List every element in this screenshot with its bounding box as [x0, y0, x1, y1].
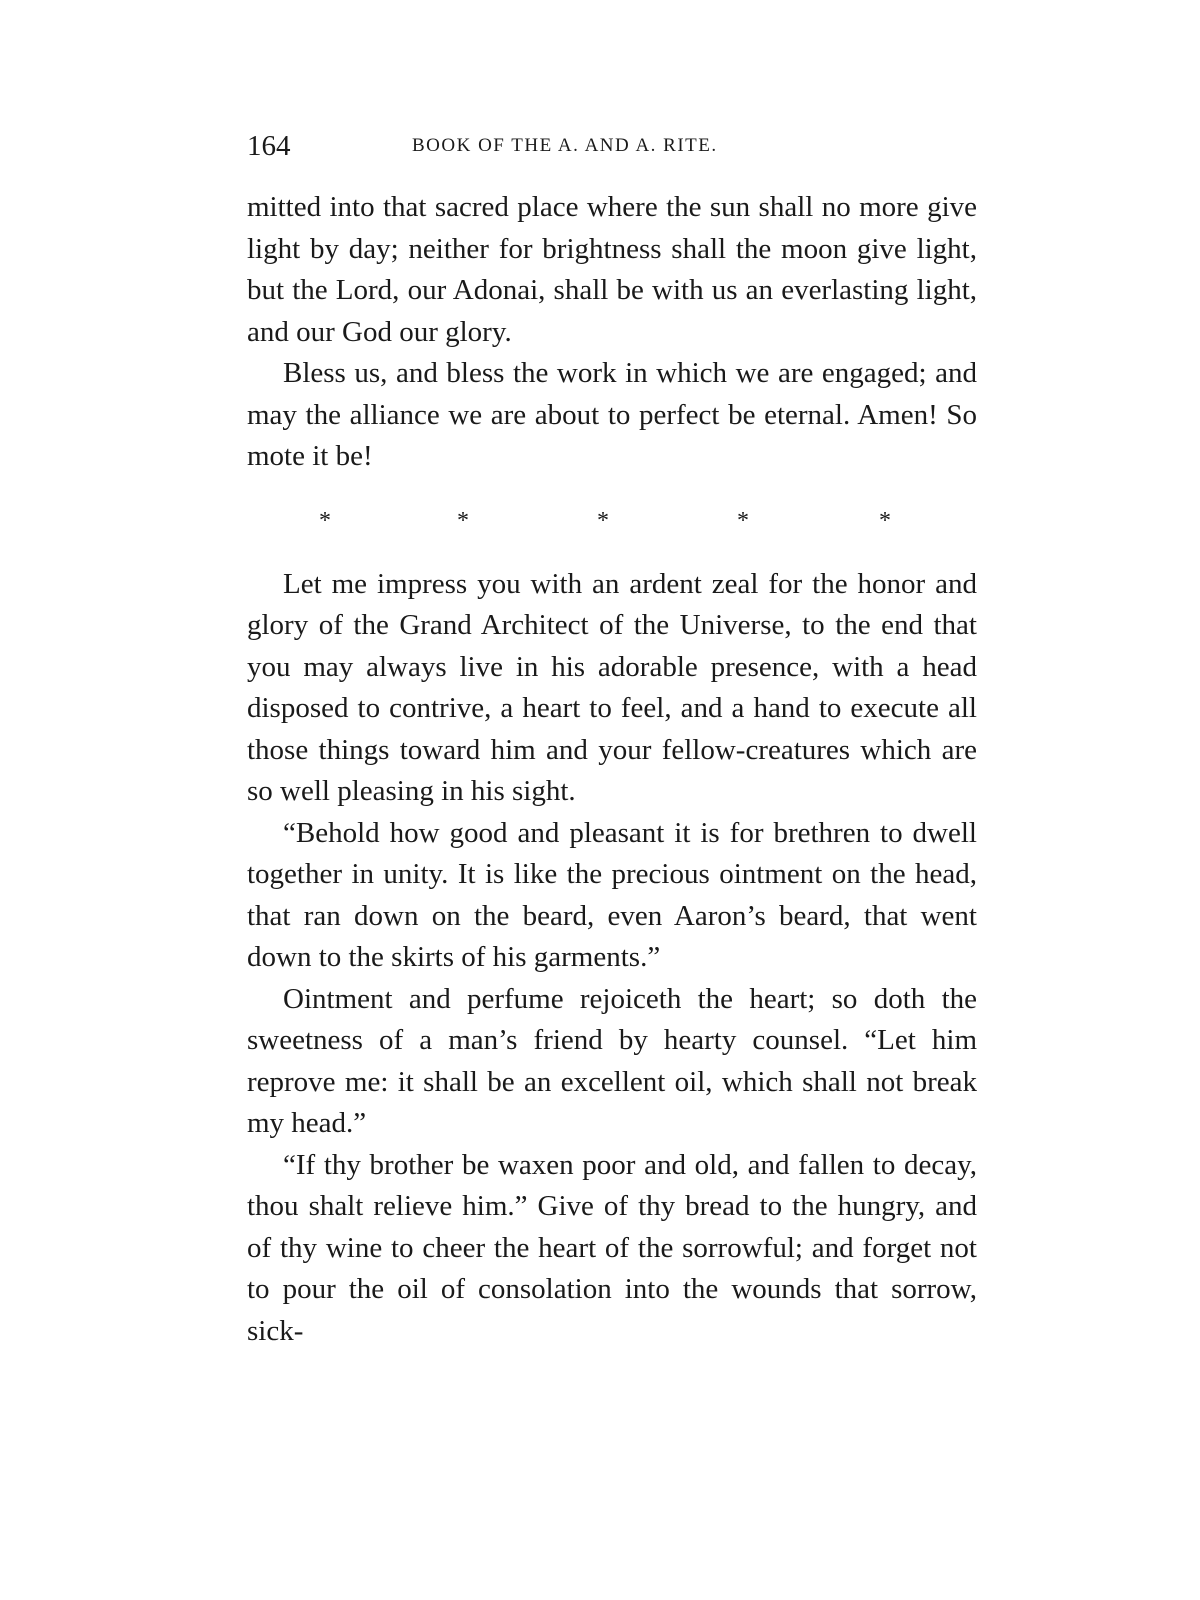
paragraph-unity-quote: “Behold how good and pleasant it is for brethren to dwell together in unity. It is like the precious ointment on the head, that ran down on the beard, even Aaron’s beard, that went down to the skirts of his garments.” — [247, 816, 977, 973]
paragraph-ointment: Ointment and perfume rejoiceth the heart; so doth the sweetness of a man’s friend by hearty counsel. “Let him reprove me: it shall be an excellent oil, which shall not break my head.” — [247, 982, 977, 1139]
paragraph-zeal: Let me impress you with an ardent zeal for the honor and glory of the Grand Architect of the Universe, to the end that you may always live in his adorable presence, with a head disposed to contrive, a heart to feel, and a hand to execute all those things toward him and your fellow-creatures which are so well pleasing in his sight. — [247, 567, 977, 807]
running-title: BOOK OF THE A. AND A. RITE. — [412, 135, 718, 156]
paragraph-continued: mitted into that sacred place where the sun shall no more give light by day; neither for brightness shall the moon give light, but the Lord, our Adonai, shall be with us an everlasting light, and our God our glory. — [247, 191, 977, 348]
separator-star: * — [879, 507, 891, 534]
body-text — [247, 187, 977, 1352]
separator-star: * — [597, 507, 609, 534]
running-head — [247, 128, 987, 168]
asterism-separator — [247, 500, 977, 542]
separator-star: * — [319, 507, 331, 534]
page-number: 164 — [247, 130, 291, 162]
separator-star: * — [737, 507, 749, 534]
paragraph-blessing: Bless us, and bless the work in which we are engaged; and may the alliance we are about to perfect be eternal. Amen! So mote it be! — [247, 357, 977, 472]
separator-star: * — [457, 507, 469, 534]
paragraph-brother: “If thy brother be waxen poor and old, and fallen to decay, thou shalt relieve him.” Give of thy bread to the hungry, and of thy wine to cheer the heart of the sorrowful; and forget not to pour the oil of consolation into the wounds that sorrow, sick- — [247, 1148, 977, 1347]
